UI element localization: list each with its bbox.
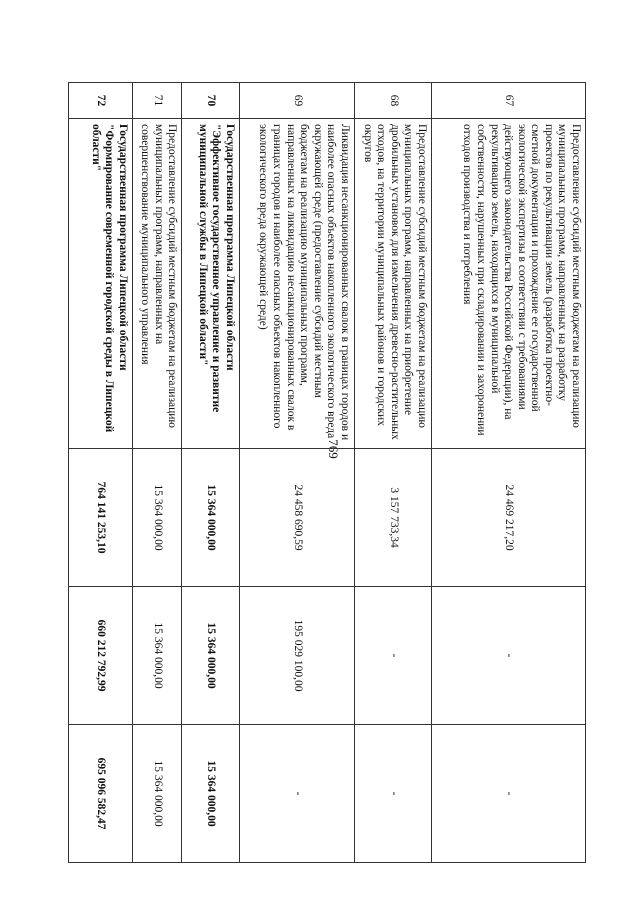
row-value-year-1: 764 141 253,10	[69, 449, 133, 587]
row-value-year-1: 24 469 217,20	[431, 449, 585, 587]
row-number: 69	[239, 83, 354, 119]
row-value-year-1: 15 364 000,00	[132, 449, 181, 587]
row-value-year-3: -	[239, 725, 354, 863]
table-row	[132, 83, 181, 863]
row-value-year-3: 695 096 582,47	[69, 725, 133, 863]
row-number: 68	[354, 83, 431, 119]
row-value-year-2: 660 212 792,99	[69, 587, 133, 725]
row-value-year-2: 195 029 100,00	[239, 587, 354, 725]
row-value-year-1: 3 157 733,34	[354, 449, 431, 587]
rotated-table-container	[68, 82, 586, 862]
table-row	[431, 83, 585, 863]
row-value-year-3: -	[431, 725, 585, 863]
row-description: Государственная программа Липецкой области "Формирование современной городской среды в Липецкой области"	[69, 119, 133, 449]
row-value-year-2: -	[354, 587, 431, 725]
budget-table	[68, 82, 586, 863]
table-row	[354, 83, 431, 863]
row-number: 71	[132, 83, 181, 119]
row-value-year-3: -	[354, 725, 431, 863]
row-number: 67	[431, 83, 585, 119]
row-value-year-2: 15 364 000,00	[132, 587, 181, 725]
row-number: 70	[182, 83, 240, 119]
row-value-year-2: 15 364 000,00	[182, 587, 240, 725]
table-row	[239, 83, 354, 863]
row-number: 72	[69, 83, 133, 119]
row-value-year-3: 15 364 000,00	[182, 725, 240, 863]
row-value-year-1: 24 458 690,59	[239, 449, 354, 587]
row-value-year-2: -	[431, 587, 585, 725]
row-description: Ликвидация несанкционированных свалок в границах городов и наиболее опасных объектов накопленного экологического вреда окружающей среде (предоставление субсидий местным бюджетам на реализацию муниципальных программ, направленных на ликвидацию несанкционированных свалок в границах городов и наиболее опасных объектов накопленного экологического вреда окружающей среде)	[239, 119, 354, 449]
table-row	[69, 83, 133, 863]
row-description: Государственная программа Липецкой области "Эффективное государственное управление и развитие муниципальной службы в Липецкой области"	[182, 119, 240, 449]
row-value-year-3: 15 364 000,00	[132, 725, 181, 863]
page-number: 769	[326, 439, 341, 459]
row-description: Предоставление субсидий местным бюджетам на реализацию муниципальных программ, направленных на приобретение дробильных установок для измельчения древесно-растительных отходов, на территории муниципальных районов и городских округов	[354, 119, 431, 449]
row-value-year-1: 15 364 000,00	[182, 449, 240, 587]
row-description: Предоставление субсидий местным бюджетам на реализацию муниципальных программ, направленных на разработку проектов по рекультивации земель (разработка проектно-сметной документации и прохождение ее государственной экологической экспертизы в соответствии с требованиями действующего законодательства Российской Федерации), на рекультивацию земель, находящихся в муниципальной собственности, нарушенных при складировании и захоронении отходов производства и потребления	[431, 119, 585, 449]
row-description: Предоставление субсидий местным бюджетам на реализацию муниципальных программ, направленных на совершенствование муниципального управления	[132, 119, 181, 449]
table-row	[182, 83, 240, 863]
